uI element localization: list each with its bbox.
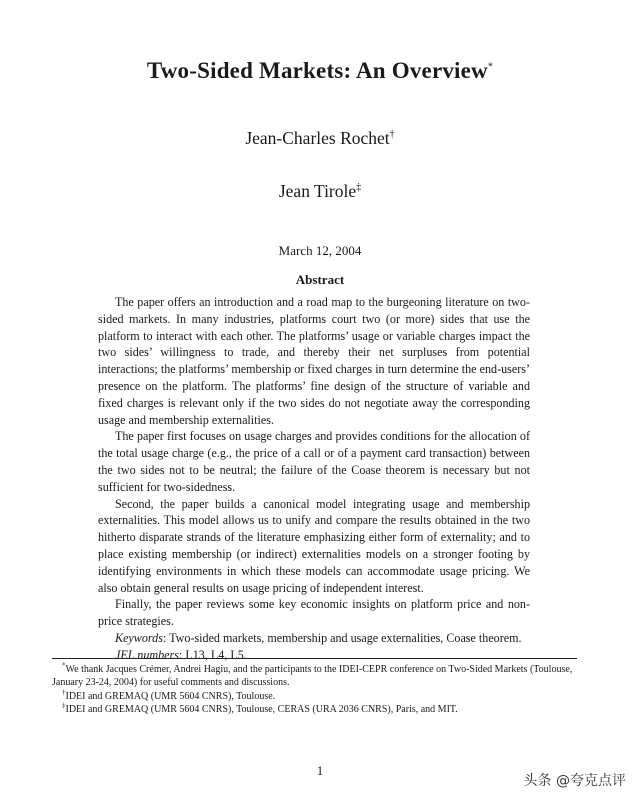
title-footnote-mark: * [487,61,494,73]
author-2-mark: ‡ [356,182,362,194]
abstract-heading: Abstract [295,272,345,287]
jel-label: JEL numbers [115,647,179,662]
paper-title [0,58,640,84]
watermark: 头条 @夸克点评 [523,773,626,789]
author-1-mark: † [389,129,395,141]
footnote [52,663,577,690]
footnote [52,703,577,716]
page-number: 1 [316,763,324,778]
abstract-paragraph: The paper offers an introduction and a road map to the burgeoning literature on two-sided markets. In many industries, platforms court two (or more) sides that use the platform to interact with each other. The platforms’ usage or variable charges impact the two sides’ willingness to trade, and thereby their net surpluses from potential interactions; the platforms’ membership or fixed charges in turn determine the end-users’ presence on the platform. The platforms’ fine design of the structure of variable and fixed charges is relevant only if the two sides do not negotiate away the corresponding usage and membership externalities. [98,295,530,427]
footnote-mark: † [62,688,66,697]
keywords-label: Keywords [115,630,163,645]
keywords-text: : Two-sided markets, membership and usage externalities, Coase theorem. [162,630,522,645]
title-text: Two-Sided Markets: An Overview [146,58,488,83]
footnote-text: We thank Jacques Crémer, Andrei Hagiu, and the participants to the IDEI-CEPR conference on Two-Sided Markets (Toulouse, January 23-24, 2004) for useful comments and discussions. [52,664,573,689]
abstract-body [98,294,530,664]
abstract-paragraph: Second, the paper builds a canonical model integrating usage and membership externalities. This model allows us to unify and compare the results obtained in the two hitherto disparate strands of the literature emphasizing either form of externality; and to place existing membership (or indirect) externalities models on a stronger footing by identifying environments in which these models can accommodate usage pricing. We also obtain general results on usage pricing of independent interest. [98,496,530,595]
author-2-name: Jean Tirole [278,181,357,201]
author-2 [0,181,640,202]
abstract-paragraph: The paper first focuses on usage charges and provides conditions for the allocation of the total usage charge (e.g., the price of a call or of a payment card transaction) between the two sides not to be neutral; the failure of the Coase theorem is necessary but not sufficient for two-sidedness. [98,429,530,494]
paper-date: March 12, 2004 [278,243,362,258]
footnote [52,690,577,703]
abstract-paragraph: Finally, the paper reviews some key economic insights on platform price and non-price strategies. [98,597,530,629]
jel-text: : L13, L4, L5. [178,647,247,662]
footnote-text: IDEI and GREMAQ (UMR 5604 CNRS), Toulouse. [65,690,276,702]
author-1 [0,128,640,149]
footnotes [52,658,577,716]
keywords-line [98,630,530,647]
footnote-mark: * [62,661,66,670]
footnote-text: IDEI and GREMAQ (UMR 5604 CNRS), Toulouse, CERAS (URA 2036 CNRS), Paris, and MIT. [65,703,458,715]
footnote-mark: ‡ [62,701,66,710]
author-1-name: Jean-Charles Rochet [245,128,390,148]
